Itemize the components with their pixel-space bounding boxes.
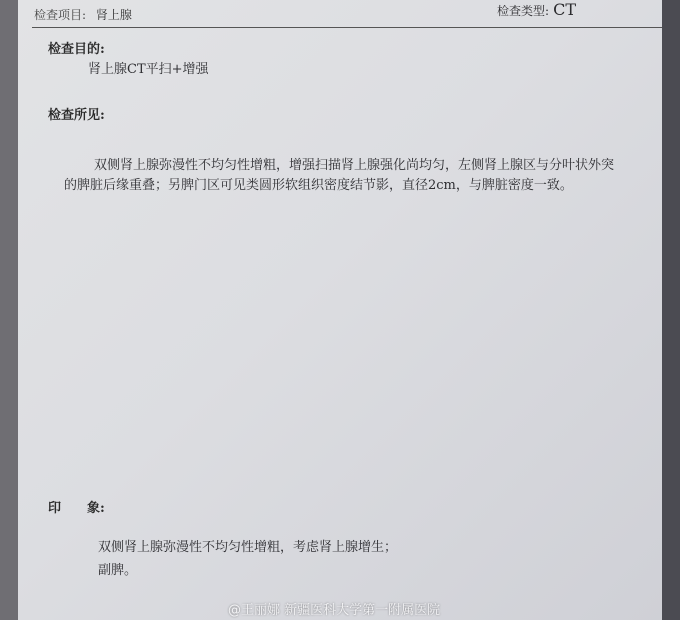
- impression-title: 印 象:: [48, 501, 105, 516]
- findings-title: 检查所见:: [48, 108, 105, 123]
- report-header: [18, 0, 668, 28]
- report-paper: [18, 0, 668, 620]
- impression-line-2: 副脾。: [98, 563, 138, 578]
- exam-item-label: 检查项目:: [34, 8, 87, 22]
- findings-line-2: 的脾脏后缘重叠；另脾门区可见类圆形软组织密度结节影，直径2cm，与脾脏密度一致。: [64, 178, 573, 193]
- header-divider: [32, 27, 668, 28]
- purpose-title: 检查目的:: [48, 42, 105, 57]
- purpose-text: 肾上腺CT平扫+增强: [88, 62, 209, 77]
- exam-item-value: 肾上腺: [95, 8, 132, 22]
- impression-line-1: 双侧肾上腺弥漫性不均匀性增粗，考虑肾上腺增生；: [98, 540, 398, 555]
- exam-type-value: CT: [553, 0, 576, 19]
- exam-type-label: 检查类型:: [497, 4, 550, 18]
- watermark: @王丽娜 新疆医科大学第一附属医院: [228, 603, 441, 618]
- exam-item: [34, 6, 132, 23]
- exam-type: [497, 0, 576, 19]
- page-edge-shadow: [662, 0, 680, 620]
- findings-line-1: 双侧肾上腺弥漫性不均匀性增粗，增强扫描肾上腺强化尚均匀，左侧肾上腺区与分叶状外突: [94, 158, 615, 173]
